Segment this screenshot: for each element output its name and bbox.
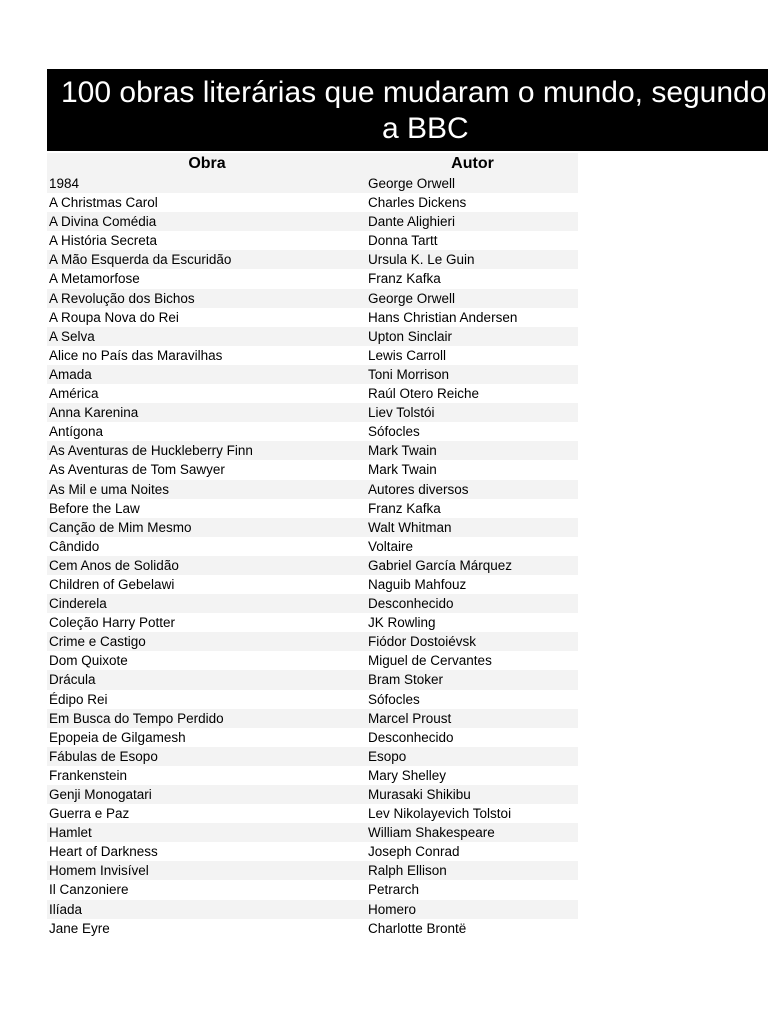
cell-autor: Lewis Carroll	[368, 347, 447, 363]
cell-obra: A Roupa Nova do Rei	[49, 309, 179, 325]
cell-obra: Guerra e Paz	[49, 806, 130, 822]
cell-obra: Cem Anos de Solidão	[49, 557, 179, 573]
cell-obra: A História Secreta	[49, 233, 158, 249]
table-row	[47, 556, 578, 575]
cell-obra: Cinderela	[49, 596, 107, 612]
column-header-autor: Autor	[451, 155, 494, 172]
cell-obra: A Divina Comédia	[49, 214, 157, 230]
cell-obra: A Mão Esquerda da Escuridão	[49, 252, 232, 268]
table-body	[47, 174, 578, 938]
cell-autor: George Orwell	[368, 176, 456, 191]
cell-autor: Mark Twain	[368, 443, 437, 459]
cell-autor: Donna Tartt	[368, 233, 438, 249]
table-row	[47, 613, 578, 632]
table-row	[47, 804, 578, 823]
cell-autor: Liev Tolstói	[368, 405, 435, 421]
table-row	[47, 823, 578, 842]
cell-autor: Toni Morrison	[368, 366, 450, 382]
table-row	[47, 842, 578, 861]
table-row	[47, 174, 578, 193]
cell-autor: Naguib Mahfouz	[368, 576, 467, 592]
page-title-line-2: a BBC	[382, 112, 469, 145]
cell-autor: Sófocles	[368, 691, 420, 707]
cell-autor: Ursula K. Le Guin	[368, 252, 475, 268]
table-row	[47, 728, 578, 747]
table-row	[47, 422, 578, 441]
cell-obra: As Aventuras de Huckleberry Finn	[49, 443, 253, 459]
cell-obra: Before the Law	[49, 500, 140, 516]
cell-obra: Anna Karenina	[49, 405, 139, 421]
table-row	[47, 575, 578, 594]
title-banner	[47, 69, 768, 151]
table-row	[47, 785, 578, 804]
table-row	[47, 670, 578, 689]
table-row	[47, 594, 578, 613]
cell-obra: Dom Quixote	[49, 653, 128, 669]
table-row	[47, 690, 578, 709]
cell-autor: Walt Whitman	[368, 519, 452, 535]
cell-autor: Charlotte Brontë	[368, 920, 467, 936]
table-row	[47, 441, 578, 460]
cell-obra: Ilíada	[49, 901, 83, 917]
cell-autor: Gabriel García Márquez	[368, 557, 513, 573]
cell-obra: América	[49, 386, 99, 402]
table-row	[47, 766, 578, 785]
cell-autor: Homero	[368, 901, 417, 917]
table-row	[47, 709, 578, 728]
cell-autor: Esopo	[368, 748, 407, 764]
cell-obra: Children of Gebelawi	[49, 576, 175, 592]
cell-autor: Miguel de Cervantes	[368, 653, 492, 669]
page-title-line-1: 100 obras literárias que mudaram o mundo, segundo	[61, 76, 767, 109]
cell-obra: A Revolução dos Bichos	[49, 290, 195, 306]
cell-obra: Drácula	[49, 672, 96, 688]
cell-obra: Hamlet	[49, 825, 92, 841]
cell-obra: Alice no País das Maravilhas	[49, 347, 223, 363]
cell-obra: As Aventuras de Tom Sawyer	[49, 462, 225, 478]
cell-obra: Cândido	[49, 538, 100, 554]
table-row	[47, 327, 578, 346]
cell-autor: Desconhecido	[368, 729, 454, 745]
table-row	[47, 632, 578, 651]
table-row	[47, 861, 578, 880]
table-header-row	[47, 153, 578, 174]
cell-obra: Heart of Darkness	[49, 844, 158, 860]
cell-autor: Raúl Otero Reiche	[368, 386, 480, 402]
cell-obra: Frankenstein	[49, 767, 128, 783]
cell-autor: Mark Twain	[368, 462, 437, 478]
table-row	[47, 880, 578, 899]
cell-autor: Hans Christian Andersen	[368, 309, 518, 325]
cell-autor: Joseph Conrad	[368, 844, 460, 860]
cell-autor: George Orwell	[368, 290, 456, 306]
cell-obra: Amada	[49, 366, 92, 382]
cell-autor: Murasaki Shikibu	[368, 787, 471, 802]
cell-obra: As Mil e uma Noites	[49, 481, 170, 497]
cell-obra: Em Busca do Tempo Perdido	[49, 710, 224, 726]
table-row	[47, 747, 578, 766]
cell-autor: Lev Nikolayevich Tolstoi	[368, 806, 512, 822]
table-row	[47, 651, 578, 670]
cell-autor: Marcel Proust	[368, 710, 452, 726]
cell-autor: Bram Stoker	[368, 672, 444, 688]
cell-autor: Petrarch	[368, 882, 420, 898]
table-row	[47, 289, 578, 308]
table-row	[47, 900, 578, 919]
cell-autor: Ralph Ellison	[368, 863, 447, 879]
cell-autor: Sófocles	[368, 424, 420, 440]
cell-autor: Charles Dickens	[368, 195, 467, 211]
table-row	[47, 403, 578, 422]
table-row	[47, 346, 578, 365]
cell-obra: Fábulas de Esopo	[49, 748, 158, 764]
cell-obra: Jane Eyre	[49, 920, 110, 936]
cell-autor: Fiódor Dostoiévsk	[368, 634, 477, 650]
cell-obra: A Christmas Carol	[49, 195, 158, 211]
table-row	[47, 518, 578, 537]
cell-obra: Homem Invisível	[49, 863, 149, 879]
cell-obra: Il Canzoniere	[49, 882, 129, 898]
cell-autor: Franz Kafka	[368, 500, 441, 516]
table-row	[47, 537, 578, 556]
table-row	[47, 919, 578, 938]
books-table	[47, 153, 578, 938]
cell-obra: Canção de Mim Mesmo	[49, 519, 192, 535]
title-clip	[47, 69, 767, 151]
cell-autor: Mary Shelley	[368, 767, 447, 783]
column-header-obra: Obra	[188, 155, 226, 172]
table-row	[47, 308, 578, 327]
cell-obra: Genji Monogatari	[49, 787, 152, 802]
table-row	[47, 231, 578, 250]
cell-obra: Antígona	[49, 424, 104, 440]
cell-autor: JK Rowling	[368, 615, 436, 631]
cell-obra: Epopeia de Gilgamesh	[49, 729, 186, 745]
cell-obra: Édipo Rei	[49, 691, 108, 707]
table-row	[47, 193, 578, 212]
table-row	[47, 269, 578, 288]
table-row	[47, 212, 578, 231]
cell-obra: Coleção Harry Potter	[49, 615, 176, 631]
cell-autor: Desconhecido	[368, 596, 454, 612]
cell-obra: Crime e Castigo	[49, 634, 146, 650]
cell-autor: William Shakespeare	[368, 825, 495, 841]
cell-autor: Voltaire	[368, 538, 414, 554]
cell-obra: A Selva	[49, 328, 95, 344]
cell-autor: Dante Alighieri	[368, 214, 456, 230]
cell-obra: A Metamorfose	[49, 271, 140, 287]
table-row	[47, 250, 578, 269]
table-row	[47, 499, 578, 518]
cell-autor: Upton Sinclair	[368, 328, 453, 344]
table-row	[47, 460, 578, 479]
cell-autor: Autores diversos	[368, 481, 469, 497]
cell-autor: Franz Kafka	[368, 271, 441, 287]
table-row	[47, 480, 578, 499]
table-row	[47, 384, 578, 403]
table-row	[47, 365, 578, 384]
cell-obra: 1984	[49, 176, 80, 191]
